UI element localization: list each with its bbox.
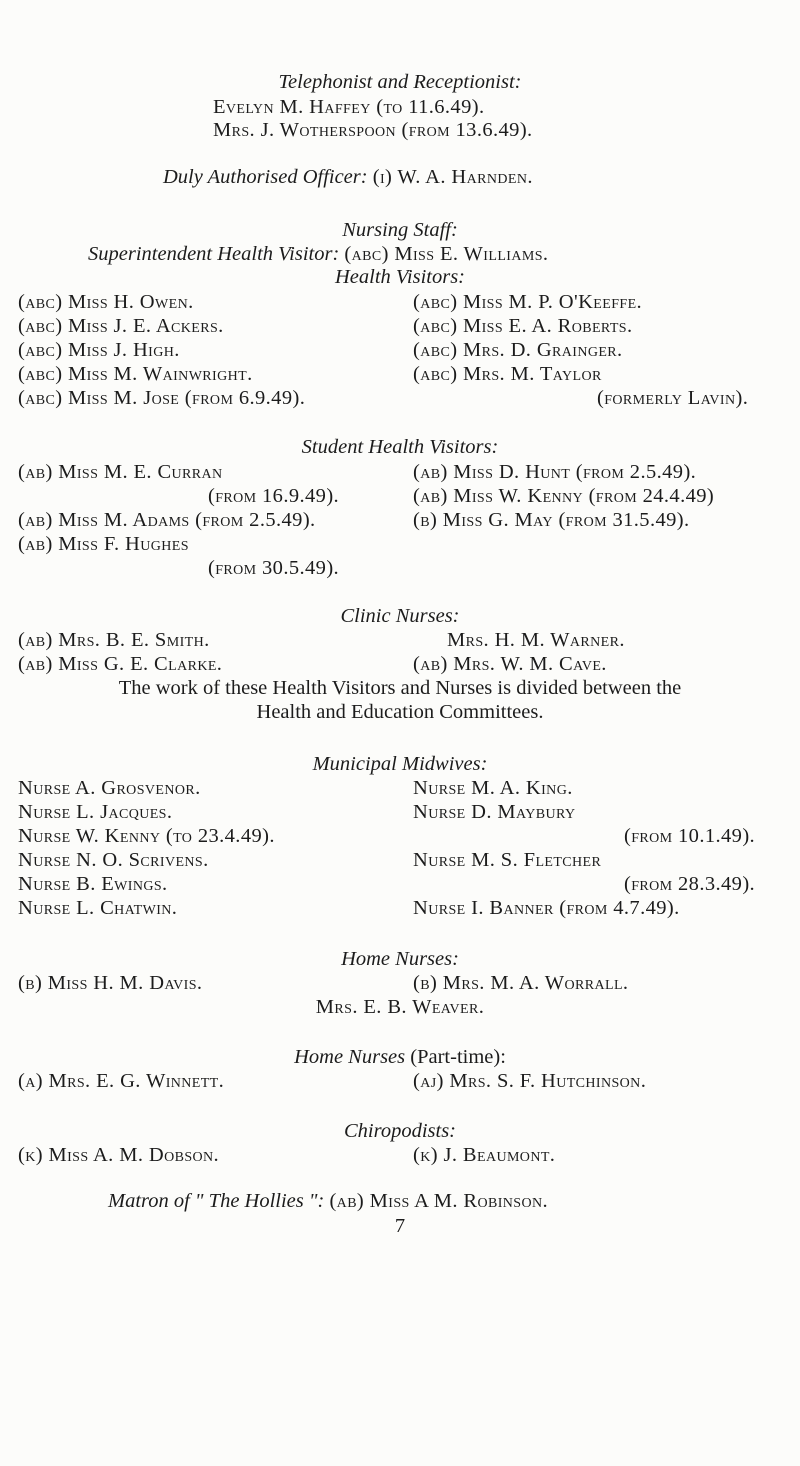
telephonist-line-1: Evelyn M. Haffey (to 11.6.49).: [213, 96, 485, 118]
shv-left-1: (ab) Miss M. E. Curran: [18, 461, 223, 483]
chiropodists-heading: Chiropodists:: [343, 1120, 456, 1142]
superintendent-line: [88, 242, 548, 266]
midwife-right-2: Nurse D. Maybury: [413, 801, 576, 823]
shv-right-2: (ab) Miss W. Kenny (from 24.4.49): [413, 485, 715, 507]
clinic-left-1: (ab) Mrs. B. E. Smith.: [18, 629, 210, 651]
home-nurse-pt-left: (a) Mrs. E. G. Winnett.: [18, 1070, 225, 1092]
hv-left-3: (abc) Miss J. High.: [18, 339, 180, 361]
home-nurse-pt-right: (aj) Mrs. S. F. Hutchinson.: [413, 1070, 647, 1092]
clinic-left-2: (ab) Miss G. E. Clarke.: [18, 653, 223, 675]
clinic-note-line-2: Health and Education Committees.: [256, 701, 544, 723]
midwife-right-1: Nurse M. A. King.: [413, 777, 573, 799]
hv-left-2: (abc) Miss J. E. Ackers.: [18, 315, 224, 337]
clinic-note-line-1: The work of these Health Visitors and Nurses is divided between the: [118, 677, 682, 699]
midwife-left-4: Nurse N. O. Scrivens.: [18, 849, 209, 871]
midwife-right-5: (from 28.3.49).: [624, 873, 756, 895]
matron-name: (ab) Miss A M. Robinson.: [329, 1190, 549, 1212]
home-nurses-pt-heading-line: [0, 1045, 800, 1069]
clinic-right-2: (ab) Mrs. W. M. Cave.: [413, 653, 607, 675]
clinic-nurses-heading: Clinic Nurses:: [340, 605, 460, 627]
superintendent-label: Superintendent Health Visitor:: [88, 243, 340, 265]
hv-right-1: (abc) Miss M. P. O'Keeffe.: [413, 291, 643, 313]
midwife-right-4: Nurse M. S. Fletcher: [413, 849, 602, 871]
hv-left-4: (abc) Miss M. Wainwright.: [18, 363, 253, 385]
home-nurses-pt-suffix: (Part-time):: [405, 1046, 506, 1068]
shv-left-4: (ab) Miss F. Hughes: [18, 533, 189, 555]
superintendent-name: (abc) Miss E. Williams.: [344, 243, 549, 265]
shv-left-2: (from 16.9.49).: [208, 485, 340, 507]
nursing-staff-heading: Nursing Staff:: [342, 219, 458, 241]
shv-left-5: (from 30.5.49).: [208, 557, 340, 579]
authorised-officer-name: (i) W. A. Harnden.: [372, 166, 533, 188]
midwife-left-5: Nurse B. Ewings.: [18, 873, 168, 895]
telephonist-line-2: Mrs. J. Wotherspoon (from 13.6.49).: [213, 119, 533, 141]
hv-right-4: (abc) Mrs. M. Taylor: [413, 363, 602, 385]
student-hv-heading: Student Health Visitors:: [301, 436, 499, 458]
chiropodist-right: (k) J. Beaumont.: [413, 1144, 556, 1166]
home-nurse-left: (b) Miss H. M. Davis.: [18, 972, 203, 994]
shv-right-3: (b) Miss G. May (from 31.5.49).: [413, 509, 690, 531]
midwife-left-6: Nurse L. Chatwin.: [18, 897, 178, 919]
matron-line: [108, 1189, 548, 1213]
midwife-left-2: Nurse L. Jacques.: [18, 801, 173, 823]
matron-label: Matron of " The Hollies ":: [108, 1190, 325, 1212]
shv-left-3: (ab) Miss M. Adams (from 2.5.49).: [18, 509, 316, 531]
hv-left-5: (abc) Miss M. Jose (from 6.9.49).: [18, 387, 306, 409]
home-nurses-heading: Home Nurses:: [341, 948, 459, 970]
authorised-officer-label: Duly Authorised Officer:: [163, 166, 368, 188]
midwife-right-6: Nurse I. Banner (from 4.7.49).: [413, 897, 680, 919]
clinic-right-1: Mrs. H. M. Warner.: [447, 629, 625, 651]
midwife-left-1: Nurse A. Grosvenor.: [18, 777, 201, 799]
home-nurses-pt-heading: Home Nurses: [294, 1046, 406, 1068]
shv-right-1: (ab) Miss D. Hunt (from 2.5.49).: [413, 461, 697, 483]
hv-left-1: (abc) Miss H. Owen.: [18, 291, 194, 313]
authorised-officer-line: [163, 165, 533, 189]
home-nurse-right: (b) Mrs. M. A. Worrall.: [413, 972, 629, 994]
health-visitors-heading: Health Visitors:: [334, 266, 466, 288]
hv-right-3: (abc) Mrs. D. Grainger.: [413, 339, 623, 361]
midwife-right-3: (from 10.1.49).: [624, 825, 756, 847]
midwife-left-3: Nurse W. Kenny (to 23.4.49).: [18, 825, 275, 847]
page-number: 7: [394, 1215, 406, 1237]
hv-right-2: (abc) Miss E. A. Roberts.: [413, 315, 633, 337]
home-nurse-center: Mrs. E. B. Weaver.: [315, 996, 485, 1018]
hv-right-5: (formerly Lavin).: [597, 387, 749, 409]
chiropodist-left: (k) Miss A. M. Dobson.: [18, 1144, 220, 1166]
midwives-heading: Municipal Midwives:: [312, 753, 488, 775]
telephonist-heading: Telephonist and Receptionist:: [278, 71, 522, 93]
